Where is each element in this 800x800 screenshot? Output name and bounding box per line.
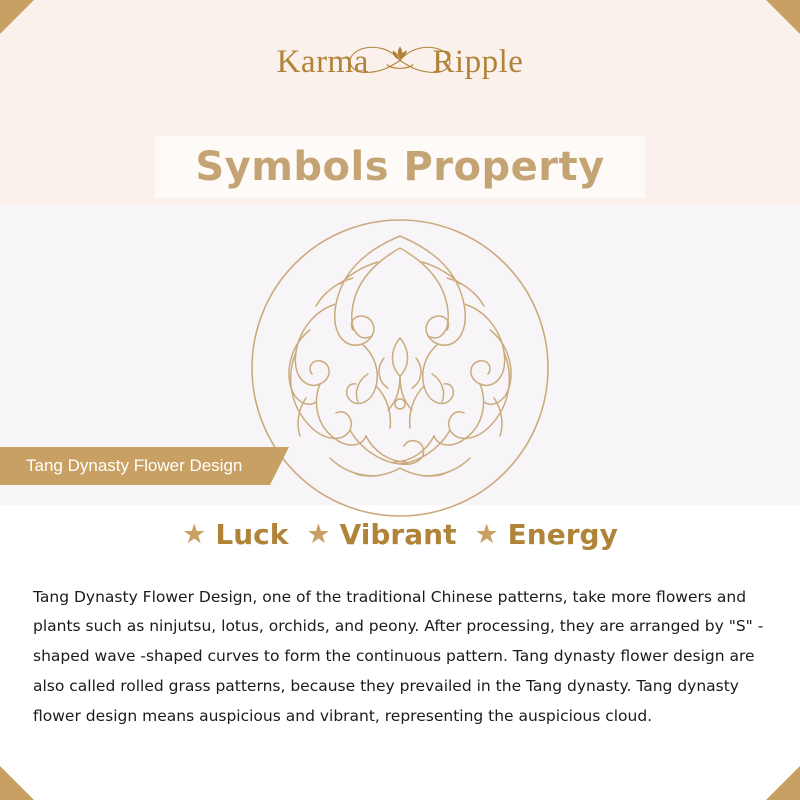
keyword-item-luck: [182, 518, 288, 551]
keyword-item-vibrant: [306, 518, 456, 551]
ribbon-label-text: Tang Dynasty Flower Design: [26, 456, 243, 475]
corner-accent-top-left: [0, 0, 34, 34]
ribbon-label: [0, 447, 270, 485]
star-icon: ★: [474, 519, 499, 549]
brand-name: [277, 44, 524, 81]
keyword-list: [0, 518, 800, 551]
page-title: [155, 136, 645, 198]
star-icon: ★: [306, 519, 331, 549]
keyword-label: Energy: [507, 518, 618, 551]
star-icon: ★: [182, 519, 207, 549]
keyword-label: Vibrant: [339, 518, 457, 551]
tang-dynasty-floral-medallion-icon: [250, 218, 550, 518]
keyword-item-energy: [474, 518, 617, 551]
description-paragraph: Tang Dynasty Flower Design, one of the traditional Chinese patterns, take more flowers and plants such as ninjutsu, lotus, orchids, and peony. After processing, they are arranged by "S" -shaped wave -shaped curves to form the continuous pattern. Tang dynasty flower design are also called rolled grass patterns, because they prevailed in the Tang dynasty. Tang dynasty flower design means auspicious and vibrant, representing the auspicious cloud.: [33, 587, 764, 725]
page-title-text: Symbols Property: [195, 144, 605, 190]
corner-accent-top-right: [766, 0, 800, 34]
brand-name-left: Karma: [276, 44, 369, 80]
brand-logo: [0, 44, 800, 81]
brand-name-right: Ripple: [432, 44, 524, 80]
corner-accent-bottom-left: [0, 766, 34, 800]
keyword-label: Luck: [215, 518, 289, 551]
corner-accent-bottom-right: [766, 766, 800, 800]
